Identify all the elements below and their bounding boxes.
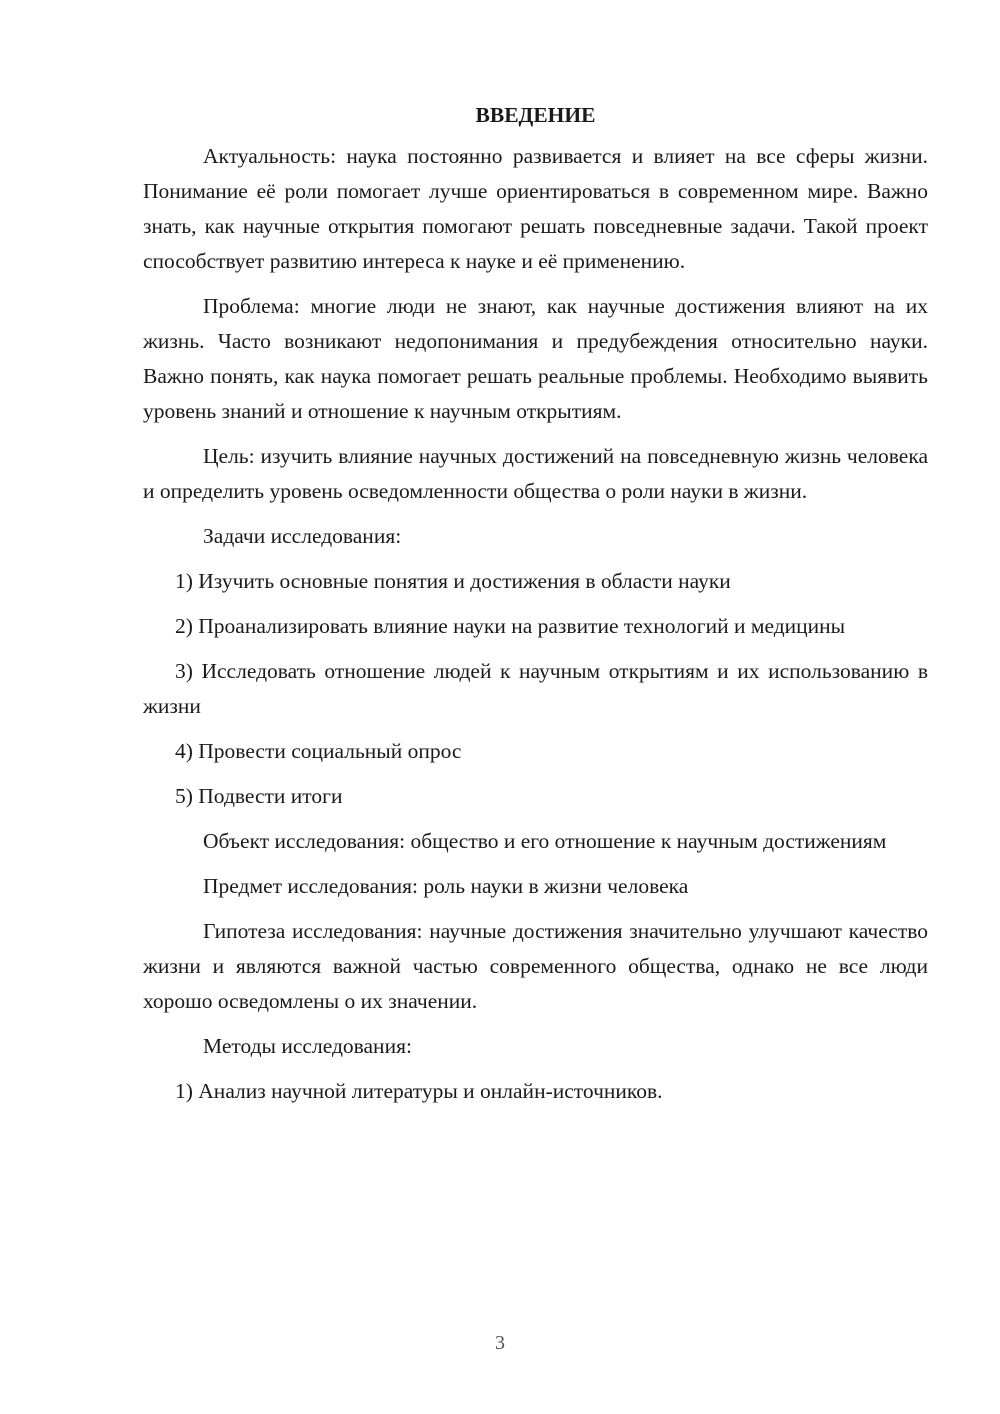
section-title: ВВЕДЕНИЕ <box>475 103 596 127</box>
task-item-2: 2) Проанализировать влияние науки на развитие технологий и медицины <box>175 614 846 638</box>
page-number: 3 <box>495 1332 505 1354</box>
problem-paragraph: Проблема: многие люди не знают, как научные достижения влияют на их жизнь. Часто возникают недопонимания и предубеждения относительно науки. Важно понять, как наука помогает решать реальные проблемы. Необходимо выявить уровень знаний и отношение к научным открытиям. <box>143 294 928 423</box>
task-item-1: 1) Изучить основные понятия и достижения в области науки <box>175 569 731 593</box>
tasks-heading: Задачи исследования: <box>203 524 402 548</box>
relevance-paragraph: Актуальность: наука постоянно развивается и влияет на все сферы жизни. Понимание её роли помогает лучше ориентироваться в современном мире. Важно знать, как научные открытия помогают решать повседневные задачи. Такой проект способствует развитию интереса к науке и её применению. <box>143 144 928 273</box>
task-item-3: 3) Исследовать отношение людей к научным открытиям и их использованию в жизни <box>143 659 928 718</box>
object-paragraph: Объект исследования: общество и его отношение к научным достижениям <box>203 829 887 853</box>
task-item-5: 5) Подвести итоги <box>175 784 343 808</box>
hypothesis-paragraph: Гипотеза исследования: научные достижения значительно улучшают качество жизни и являются важной частью современного общества, однако не все люди хорошо осведомлены о их значении. <box>143 919 928 1013</box>
page-content <box>143 98 928 1119</box>
method-item-1: 1) Анализ научной литературы и онлайн-источников. <box>175 1079 663 1103</box>
task-item-4: 4) Провести социальный опрос <box>175 739 462 763</box>
methods-heading: Методы исследования: <box>203 1034 412 1058</box>
goal-paragraph: Цель: изучить влияние научных достижений на повседневную жизнь человека и определить уровень осведомленности общества о роли науки в жизни. <box>143 444 928 503</box>
subject-paragraph: Предмет исследования: роль науки в жизни человека <box>203 874 689 898</box>
